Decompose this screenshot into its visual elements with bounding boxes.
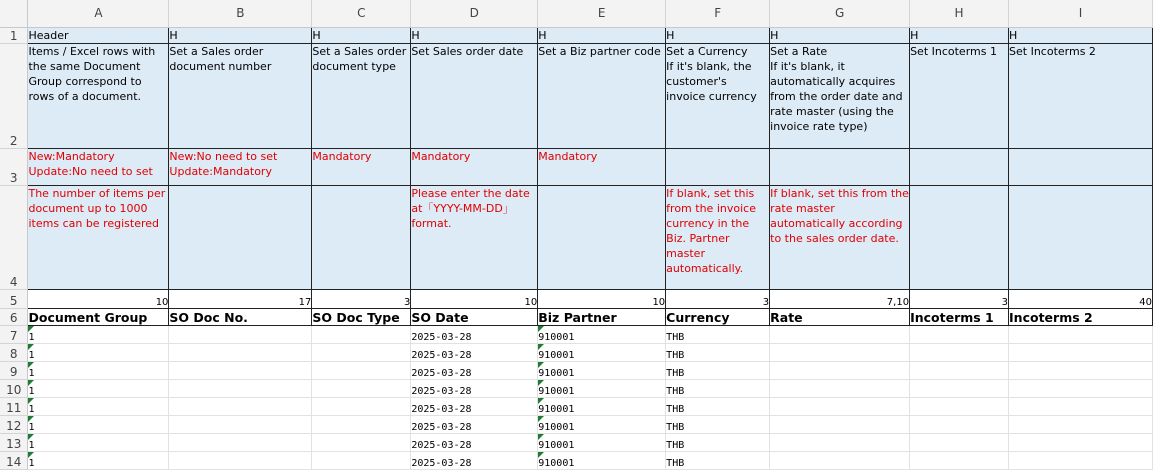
- cell-c13[interactable]: [312, 433, 411, 451]
- cell-d14[interactable]: 2025-03-28: [411, 451, 538, 469]
- cell-c14[interactable]: [312, 451, 411, 469]
- data-row: [0, 397, 1153, 415]
- row-2: [0, 43, 1153, 148]
- row-header-4[interactable]: 4: [0, 185, 28, 289]
- cell-a9[interactable]: 1: [28, 361, 169, 379]
- cell-text: SO Doc No.: [169, 309, 248, 325]
- cell-text: H: [1009, 28, 1018, 42]
- cell-h13[interactable]: [910, 433, 1009, 451]
- cell-e4[interactable]: [538, 185, 666, 289]
- row-header-7[interactable]: 7: [0, 325, 28, 343]
- cell-d8[interactable]: 2025-03-28: [411, 343, 538, 361]
- cell-text: If blank, set this from the invoice currency in the Biz. Partner master automatically.: [666, 186, 756, 275]
- cell-text: Set a Biz partner code: [538, 44, 661, 58]
- cell-g12[interactable]: [770, 415, 910, 433]
- cell-text: Mandatory: [538, 149, 598, 163]
- cell-c9[interactable]: [312, 361, 411, 379]
- cell-c5[interactable]: [312, 289, 411, 308]
- cell-f5[interactable]: [666, 289, 770, 308]
- row-1: [0, 27, 1153, 43]
- cell-e3[interactable]: [538, 148, 666, 185]
- row-header-5[interactable]: 5: [0, 289, 28, 308]
- cell-d1[interactable]: [411, 27, 538, 43]
- cell-a14[interactable]: 1: [28, 451, 169, 469]
- cell-text: Set Incoterms 2: [1009, 44, 1096, 58]
- cell-text: 10: [524, 296, 538, 308]
- cell-text: 17: [298, 296, 312, 308]
- cell-a2[interactable]: [28, 43, 169, 148]
- row-header-13[interactable]: 13: [0, 433, 28, 451]
- cell-e9[interactable]: 910001: [538, 361, 666, 379]
- cell-g11[interactable]: [770, 397, 910, 415]
- cell-d5[interactable]: [411, 289, 538, 308]
- cell-b8[interactable]: [169, 343, 312, 361]
- cell-i8[interactable]: [1009, 343, 1153, 361]
- cell-i2[interactable]: [1009, 43, 1153, 148]
- cell-text: Rate: [770, 309, 803, 325]
- cell-text: H: [538, 28, 547, 42]
- column-header-a[interactable]: A: [28, 0, 169, 27]
- column-header-i[interactable]: I: [1009, 0, 1153, 27]
- cell-e8[interactable]: 910001: [538, 343, 666, 361]
- cell-a3[interactable]: [28, 148, 169, 185]
- cell-g8[interactable]: [770, 343, 910, 361]
- cell-text: Header: [28, 28, 69, 42]
- cell-f2[interactable]: [666, 43, 770, 148]
- cell-i5[interactable]: [1009, 289, 1153, 308]
- data-row: [0, 379, 1153, 397]
- cell-g10[interactable]: [770, 379, 910, 397]
- cell-g4[interactable]: [770, 185, 910, 289]
- cell-c10[interactable]: [312, 379, 411, 397]
- cell-text: New:No need to set Update:Mandatory: [169, 149, 278, 178]
- cell-e6[interactable]: [538, 308, 666, 325]
- cell-f10[interactable]: THB: [666, 379, 770, 397]
- cell-f7[interactable]: THB: [666, 325, 770, 343]
- cell-h3[interactable]: [910, 148, 1009, 185]
- data-row: [0, 361, 1153, 379]
- select-all-corner[interactable]: [0, 0, 28, 27]
- cell-e2[interactable]: [538, 43, 666, 148]
- cell-d3[interactable]: [411, 148, 538, 185]
- cell-text: Items / Excel rows with the same Document Group correspond to rows of a document.: [28, 44, 156, 103]
- row-header-10[interactable]: 10: [0, 379, 28, 397]
- column-header-f[interactable]: F: [666, 0, 770, 27]
- cell-g1[interactable]: [770, 27, 910, 43]
- cell-g13[interactable]: [770, 433, 910, 451]
- row-header-8[interactable]: 8: [0, 343, 28, 361]
- cell-a11[interactable]: 1: [28, 397, 169, 415]
- cell-text: 3: [762, 296, 770, 308]
- cell-c6[interactable]: [312, 308, 411, 325]
- data-row: [0, 451, 1153, 469]
- cell-d6[interactable]: [411, 308, 538, 325]
- cell-d9[interactable]: 2025-03-28: [411, 361, 538, 379]
- cell-text: Incoterms 1: [910, 309, 994, 325]
- cell-a5[interactable]: [28, 289, 169, 308]
- row-header-3[interactable]: 3: [0, 148, 28, 185]
- cell-text: Set a Sales order document number: [169, 44, 272, 73]
- cell-g9[interactable]: [770, 361, 910, 379]
- cell-d12[interactable]: 2025-03-28: [411, 415, 538, 433]
- data-row: [0, 325, 1153, 343]
- cell-text: New:Mandatory Update:No need to set: [28, 149, 153, 178]
- cell-f6[interactable]: [666, 308, 770, 325]
- cell-i7[interactable]: [1009, 325, 1153, 343]
- row-5: [0, 289, 1153, 308]
- cell-b14[interactable]: [169, 451, 312, 469]
- cell-f8[interactable]: THB: [666, 343, 770, 361]
- cell-f1[interactable]: [666, 27, 770, 43]
- row-header-1[interactable]: 1: [0, 27, 28, 43]
- row-header-14[interactable]: 14: [0, 451, 28, 469]
- cell-h12[interactable]: [910, 415, 1009, 433]
- cell-text: 10: [652, 296, 666, 308]
- cell-h14[interactable]: [910, 451, 1009, 469]
- cell-f13[interactable]: THB: [666, 433, 770, 451]
- cell-h8[interactable]: [910, 343, 1009, 361]
- data-row: [0, 433, 1153, 451]
- cell-text: Set a Currency If it's blank, the customer's invoice currency: [666, 44, 757, 103]
- cell-g14[interactable]: [770, 451, 910, 469]
- cell-d13[interactable]: 2025-03-28: [411, 433, 538, 451]
- cell-text: Currency: [666, 309, 730, 325]
- cell-c4[interactable]: [312, 185, 411, 289]
- cell-b5[interactable]: [169, 289, 312, 308]
- cell-b1[interactable]: [169, 27, 312, 43]
- row-header-6[interactable]: 6: [0, 308, 28, 325]
- data-row: [0, 343, 1153, 361]
- cell-text: SO Doc Type: [312, 309, 400, 325]
- cell-i1[interactable]: [1009, 27, 1153, 43]
- cell-i9[interactable]: [1009, 361, 1153, 379]
- cell-i13[interactable]: [1009, 433, 1153, 451]
- cell-g3[interactable]: [770, 148, 910, 185]
- cell-text: Set a Rate If it's blank, it automatically acquires from the order date and rate master (using the invoice rate type): [770, 44, 903, 133]
- cell-b6[interactable]: [169, 308, 312, 325]
- cell-b11[interactable]: [169, 397, 312, 415]
- cell-a4[interactable]: [28, 185, 169, 289]
- row-header-2[interactable]: 2: [0, 43, 28, 148]
- cell-c8[interactable]: [312, 343, 411, 361]
- cell-text: Please enter the date at「YYYY-MM-DD」 format.: [411, 186, 530, 230]
- cell-i12[interactable]: [1009, 415, 1153, 433]
- cell-i10[interactable]: [1009, 379, 1153, 397]
- cell-d4[interactable]: [411, 185, 538, 289]
- cell-c11[interactable]: [312, 397, 411, 415]
- cell-b13[interactable]: [169, 433, 312, 451]
- cell-c1[interactable]: [312, 27, 411, 43]
- cell-f4[interactable]: [666, 185, 770, 289]
- row-header-12[interactable]: 12: [0, 415, 28, 433]
- cell-text: Mandatory: [312, 149, 372, 163]
- row-6: [0, 308, 1153, 325]
- cell-e14[interactable]: 910001: [538, 451, 666, 469]
- cell-text: 10: [155, 296, 169, 308]
- cell-f12[interactable]: THB: [666, 415, 770, 433]
- cell-g2[interactable]: [770, 43, 910, 148]
- cell-e1[interactable]: [538, 27, 666, 43]
- cell-b3[interactable]: [169, 148, 312, 185]
- row-header-9[interactable]: 9: [0, 361, 28, 379]
- cell-h5[interactable]: [910, 289, 1009, 308]
- row-4: [0, 185, 1153, 289]
- cell-text: H: [910, 28, 919, 42]
- column-header-b[interactable]: B: [169, 0, 312, 27]
- cell-text: 40: [1139, 296, 1152, 308]
- cell-b2[interactable]: [169, 43, 312, 148]
- cell-h11[interactable]: [910, 397, 1009, 415]
- cell-a7[interactable]: 1: [28, 325, 169, 343]
- cell-text: 7,10: [886, 296, 910, 308]
- cell-g6[interactable]: [770, 308, 910, 325]
- cell-e10[interactable]: 910001: [538, 379, 666, 397]
- cell-text: 3: [1001, 296, 1009, 308]
- cell-e11[interactable]: 910001: [538, 397, 666, 415]
- cell-text: Mandatory: [411, 149, 471, 163]
- cell-a1[interactable]: [28, 27, 169, 43]
- row-header-11[interactable]: 11: [0, 397, 28, 415]
- column-header-row: [0, 0, 1153, 27]
- row-3: [0, 148, 1153, 185]
- cell-text: Set a Sales order document type: [312, 44, 407, 73]
- cell-text: H: [411, 28, 420, 42]
- column-header-c[interactable]: C: [312, 0, 411, 27]
- column-header-g[interactable]: G: [770, 0, 910, 27]
- cell-text: Document Group: [28, 309, 148, 325]
- cell-h10[interactable]: [910, 379, 1009, 397]
- cell-a8[interactable]: 1: [28, 343, 169, 361]
- cell-h6[interactable]: [910, 308, 1009, 325]
- cell-i11[interactable]: [1009, 397, 1153, 415]
- cell-b12[interactable]: [169, 415, 312, 433]
- cell-d2[interactable]: [411, 43, 538, 148]
- cell-f14[interactable]: THB: [666, 451, 770, 469]
- cell-text: SO Date: [411, 309, 469, 325]
- cell-d10[interactable]: 2025-03-28: [411, 379, 538, 397]
- cell-text: Biz Partner: [538, 309, 617, 325]
- cell-e12[interactable]: 910001: [538, 415, 666, 433]
- cell-a13[interactable]: 1: [28, 433, 169, 451]
- cell-c7[interactable]: [312, 325, 411, 343]
- data-row: [0, 415, 1153, 433]
- cell-i3[interactable]: [1009, 148, 1153, 185]
- cell-h9[interactable]: [910, 361, 1009, 379]
- cell-text: H: [666, 28, 675, 42]
- cell-h7[interactable]: [910, 325, 1009, 343]
- column-header-d[interactable]: D: [411, 0, 538, 27]
- cell-g5[interactable]: [770, 289, 910, 308]
- cell-a12[interactable]: 1: [28, 415, 169, 433]
- column-header-e[interactable]: E: [538, 0, 666, 27]
- column-header-h[interactable]: H: [910, 0, 1009, 27]
- cell-g7[interactable]: [770, 325, 910, 343]
- cell-a6[interactable]: [28, 308, 169, 325]
- cell-text: Incoterms 2: [1009, 309, 1093, 325]
- cell-text: H: [770, 28, 779, 42]
- cell-b10[interactable]: [169, 379, 312, 397]
- cell-h4[interactable]: [910, 185, 1009, 289]
- cell-i6[interactable]: [1009, 308, 1153, 325]
- cell-text: If blank, set this from the rate master automatically according to the sales order date.: [770, 186, 909, 245]
- cell-c2[interactable]: [312, 43, 411, 148]
- cell-text: Set Sales order date: [411, 44, 524, 58]
- cell-a10[interactable]: 1: [28, 379, 169, 397]
- cell-f9[interactable]: THB: [666, 361, 770, 379]
- cell-h1[interactable]: [910, 27, 1009, 43]
- cell-d7[interactable]: 2025-03-28: [411, 325, 538, 343]
- cell-text: H: [312, 28, 321, 42]
- cell-f11[interactable]: THB: [666, 397, 770, 415]
- cell-b4[interactable]: [169, 185, 312, 289]
- cell-text: The number of items per document up to 1000 items can be registered: [28, 186, 166, 230]
- cell-d11[interactable]: 2025-03-28: [411, 397, 538, 415]
- cell-b7[interactable]: [169, 325, 312, 343]
- cell-i14[interactable]: [1009, 451, 1153, 469]
- cell-text: 3: [403, 296, 411, 308]
- cell-e5[interactable]: [538, 289, 666, 308]
- cell-i4[interactable]: [1009, 185, 1153, 289]
- cell-c12[interactable]: [312, 415, 411, 433]
- cell-c3[interactable]: [312, 148, 411, 185]
- cell-e7[interactable]: 910001: [538, 325, 666, 343]
- cell-text: Set Incoterms 1: [910, 44, 997, 58]
- cell-e13[interactable]: 910001: [538, 433, 666, 451]
- cell-b9[interactable]: [169, 361, 312, 379]
- cell-f3[interactable]: [666, 148, 770, 185]
- cell-h2[interactable]: [910, 43, 1009, 148]
- cell-text: H: [169, 28, 178, 42]
